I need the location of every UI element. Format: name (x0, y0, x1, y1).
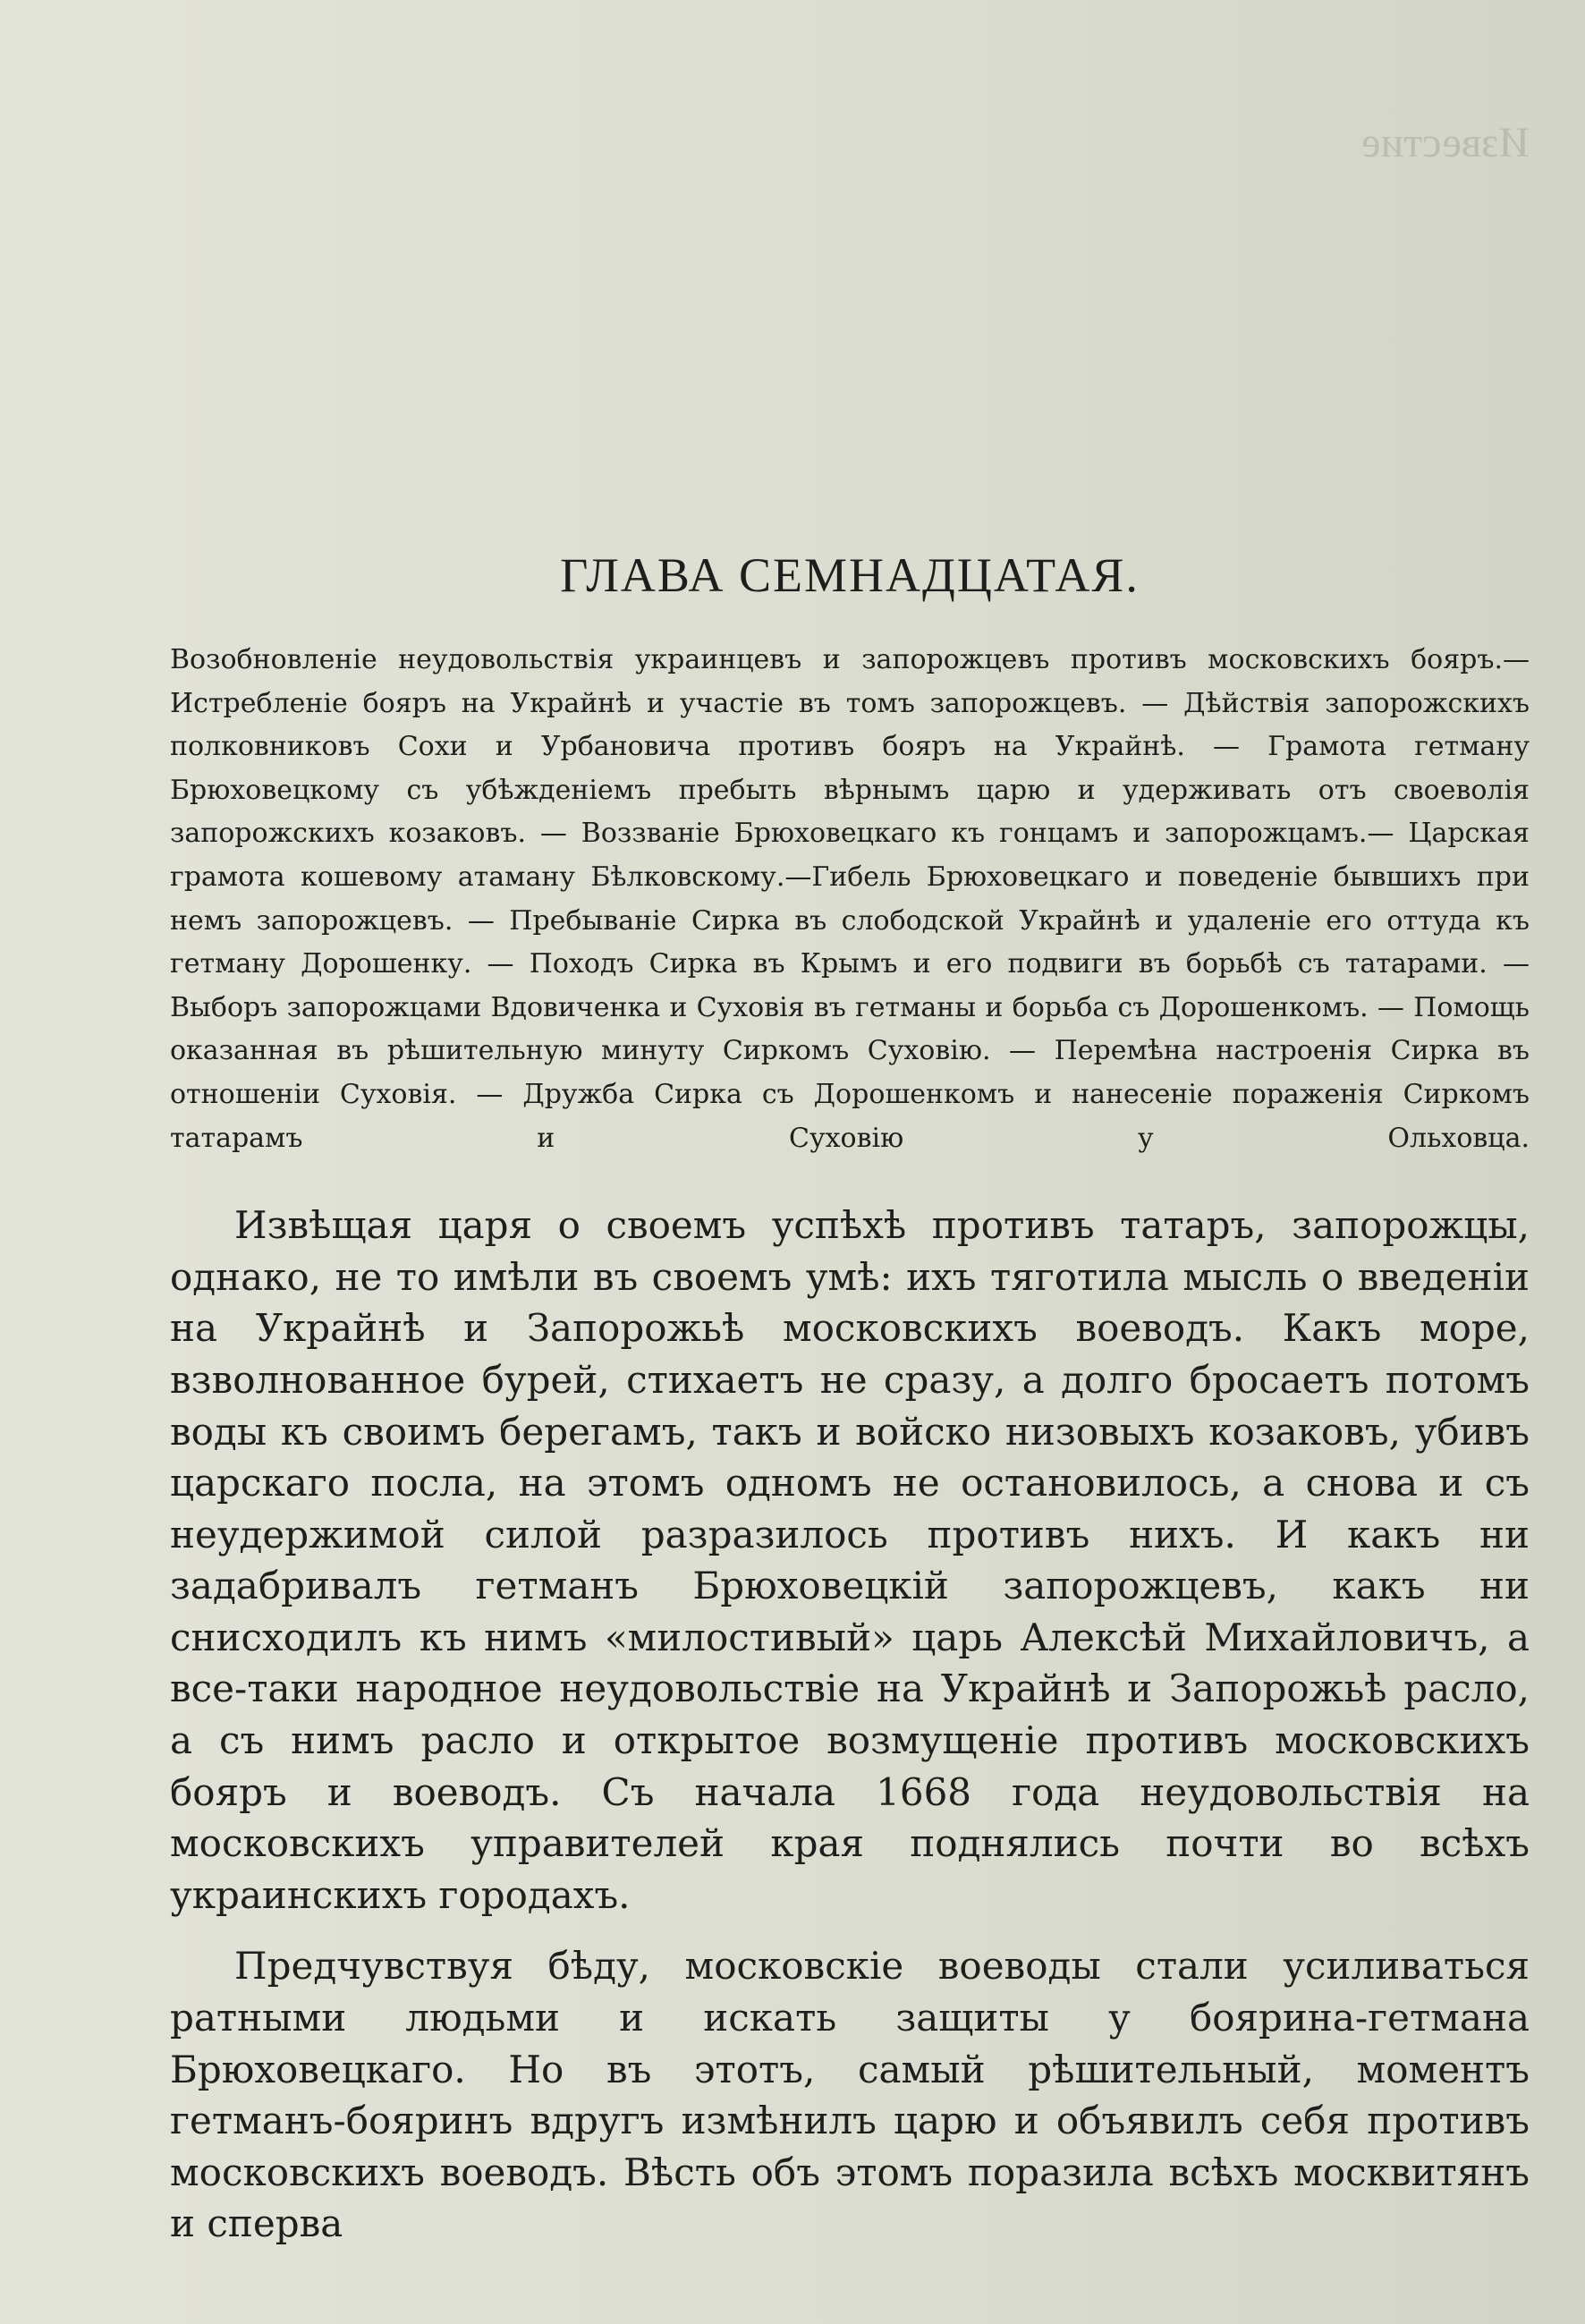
paragraph-2: Предчувствуя бѣду, московскіе воеводы стали усиливаться ратными людьми и искать защиты у боярина-гетмана Брюховецкаго. Но въ этотъ, самый рѣшительный, моментъ гетманъ-бояринъ вдругъ измѣнилъ царю и объявилъ себя противъ московскихъ воеводъ. Вѣсть объ этомъ поразила всѣхъ москвитянъ и сперва (170, 1944, 1530, 2246)
text-column (170, 0, 1530, 2250)
bleed-through-text: Известие (1361, 119, 1530, 166)
chapter-title: ГЛАВА СЕМНАДЦАТАЯ. (560, 548, 1140, 602)
synopsis-text: Возобновленіе неудовольствія украинцевъ и запорожцевъ противъ московскихъ бояръ.— Истребленіе бояръ на Украйнѣ и участіе въ томъ запорожцевъ. — Дѣйствія запорожскихъ полковниковъ Сохи и Урбановича противъ бояръ на Украйнѣ. — Грамота гетману Брюховецкому съ убѣжденіемъ пребыть вѣрнымъ царю и удерживать отъ своеволія запорожскихъ козаковъ. — Воззваніе Брюховецкаго къ гонцамъ и запорожцамъ.— Царская грамота кошевому атаману Бѣлковскому.—Гибель Брюховецкаго и поведеніе бывшихъ при немъ запорожцевъ. — Пребываніе Сирка въ слободской Украйнѣ и удаленіе его оттуда къ гетману Дорошенку. — Походъ Сирка въ Крымъ и его подвиги въ борьбѣ съ татарами. — Выборъ запорожцами Вдовиченка и Суховія въ гетманы и борьба съ Дорошенкомъ. — Помощь оказанная въ рѣшительную минуту Сиркомъ Суховію. — Перемѣна настроенія Сирка въ отношеніи Суховія. — Дружба Сирка съ Дорошенкомъ и нанесеніе пораженія Сиркомъ татарамъ и Суховію у Ольховца. (170, 644, 1530, 1154)
chapter-synopsis (170, 639, 1530, 1160)
paragraph-1: Извѣщая царя о своемъ успѣхѣ противъ татаръ, запорожцы, однако, не то имѣли въ своемъ умѣ: ихъ тяготила мысль о введеніи на Украйнѣ и Запорожьѣ московскихъ воеводъ. Какъ море, взволнованное бурей, стихаетъ не сразу, а долго бросаетъ потомъ воды къ своимъ берегамъ, такъ и войско низовыхъ козаковъ, убивъ царскаго посла, на этомъ одномъ не остановилось, а снова и съ неудержимой силой разразилось противъ нихъ. И какъ ни задабривалъ гетманъ Брюховецкій запорожцевъ, какъ ни снисходилъ къ нимъ «милостивый» царь Алексѣй Михайловичъ, а все-таки народное неудовольствіе на Украйнѣ и Запорожьѣ расло, а съ нимъ расло и открытое возмущеніе противъ московскихъ бояръ и воеводъ. Съ начала 1668 года неудовольствія на московскихъ управителей края поднялись почти во всѣхъ украинскихъ городахъ. (170, 1203, 1530, 1917)
